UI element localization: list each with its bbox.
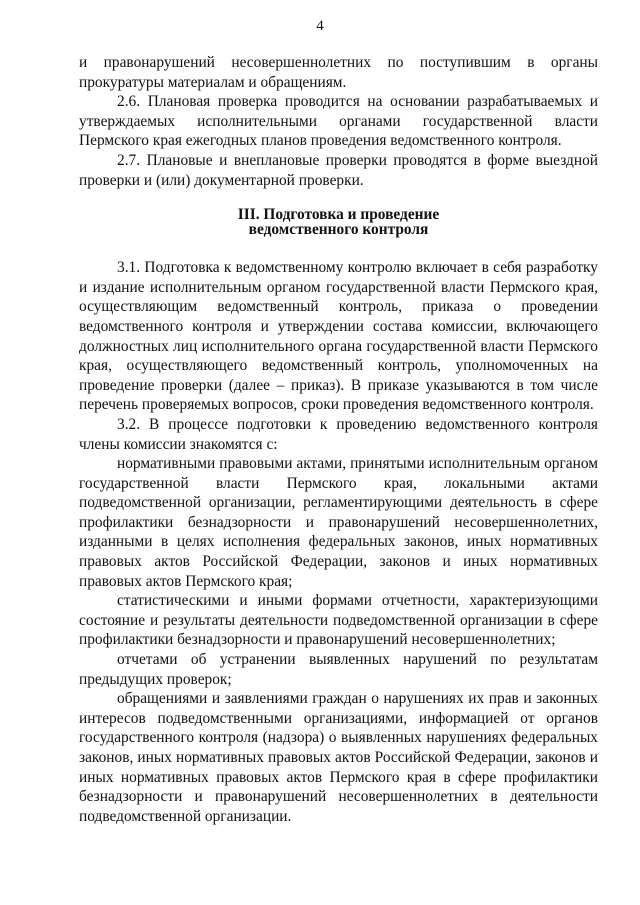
list-item-citizen-appeals: обращениями и заявлениями граждан о нарушениях их прав и законных интересов подведомственными организациями, информацией от органов государственного контроля (надзора) о выявленных нарушениях федеральных законов, иных нормативных правовых актов Российской Федерации, законов и иных нормативных правовых актов Пермского края в сфере профилактики безнадзорности и правонарушений несовершеннолетних в деятельности подведомственной организации.	[79, 690, 598, 825]
list-item-violation-reports: отчетами об устранении выявленных нарушений по результатам предыдущих проверок;	[79, 651, 598, 688]
list-item-normative-acts: нормативными правовыми актами, принятыми исполнительным органом государственной власти Пермского края, локальными актами подведомственной организации, регламентирующими деятельность в сфере профилактики безнадзорности и правонарушений несовершеннолетних, изданными в целях исполнения федеральных законов, иных нормативных правовых актов Российской Федерации, законов и иных нормативных правовых актов Пермского края;	[79, 455, 598, 590]
section-heading-line-1: III. Подготовка и проведение	[237, 206, 440, 224]
paragraph-2-6: 2.6. Плановая проверка проводится на основании разрабатываемых и утверждаемых исполнительными органами государственной власти Пермского края ежегодных планов проведения ведомственного контроля.	[79, 93, 598, 150]
paragraph-3-1: 3.1. Подготовка к ведомственному контролю включает в себя разработку и издание исполнительным органом государственной власти Пермского края, осуществляющим ведомственный контроль, приказа о проведении ведомственного контроля и утверждении состава комиссии, включающего должностных лиц исполнительного органа государственной власти Пермского края, осуществляющего ведомственный контроль, уполномоченных на проведение проверки (далее – приказ). В приказе указываются в том числе перечень проверяемых вопросов, сроки проведения ведомственного контроля.	[79, 259, 598, 414]
list-item-statistical-reports: статистическими и иными формами отчетности, характеризующими состояние и результаты деятельности подведомственной организации в сфере профилактики безнадзорности и правонарушений несовершеннолетних;	[79, 592, 598, 649]
paragraph-continuation: и правонарушений несовершеннолетних по поступившим в органы прокуратуры материалам и обращениям.	[79, 54, 598, 91]
paragraph-2-7: 2.7. Плановые и внеплановые проверки проводятся в форме выездной проверки и (или) документарной проверки.	[79, 151, 598, 189]
document-body	[79, 53, 598, 826]
section-heading-line-2: ведомственного контроля	[248, 221, 429, 239]
section-heading	[79, 207, 598, 237]
paragraph-3-2: 3.2. В процессе подготовки к проведению ведомственного контроля члены комиссии знакомятся с:	[79, 415, 598, 453]
page-number: 4	[316, 18, 324, 34]
